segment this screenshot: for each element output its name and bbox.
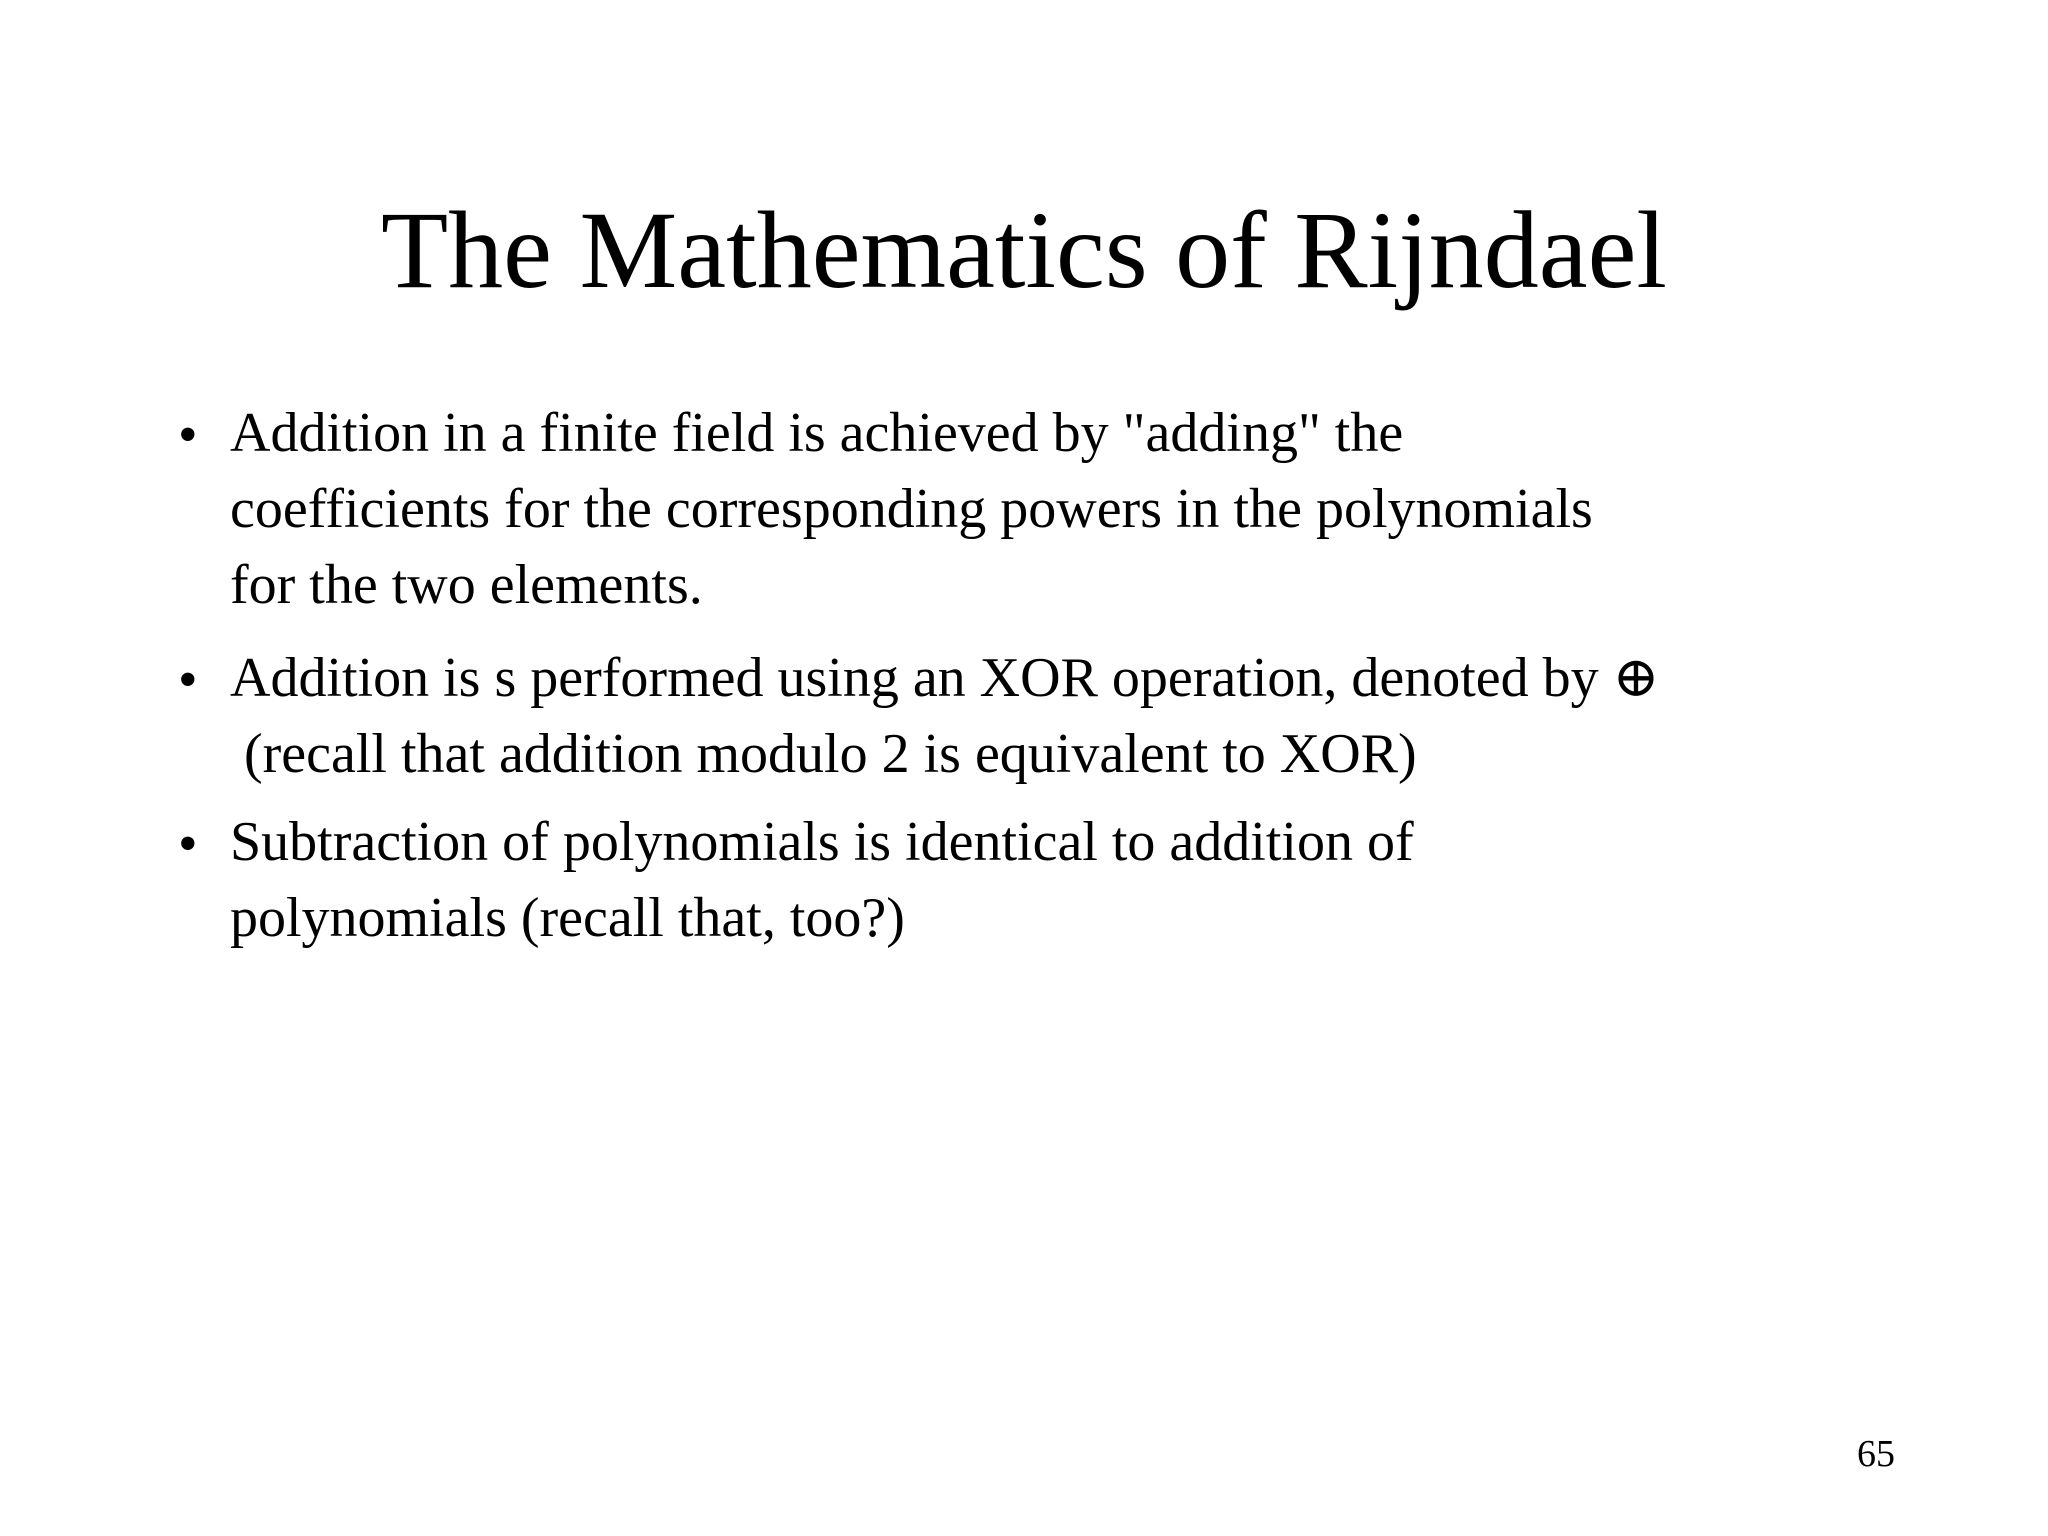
page-number: 65 [1857,1433,1895,1475]
bullet-3-line-1: Subtraction of polynomials is identical to addition of [230,811,1414,873]
slide-title: The Mathematics of Rijndael [380,189,1667,311]
bullet-2-line-2: (recall that addition modulo 2 is equivalent to XOR) [230,723,1417,785]
bullet-1-line-3: for the two elements. [230,554,703,616]
bullet-marker: • [178,813,198,875]
bullet-2-line-1: Addition is s performed using an XOR operation, denoted by ⊕ [230,647,1660,709]
bullet-marker: • [178,404,198,466]
bullet-1-line-2: coefficients for the corresponding powers in the polynomials [230,478,1593,540]
bullet-1-line-1: Addition in a finite field is achieved by "adding" the [230,402,1404,464]
bullet-3-line-2: polynomials (recall that, too?) [230,887,905,949]
bullet-marker: • [178,649,198,711]
